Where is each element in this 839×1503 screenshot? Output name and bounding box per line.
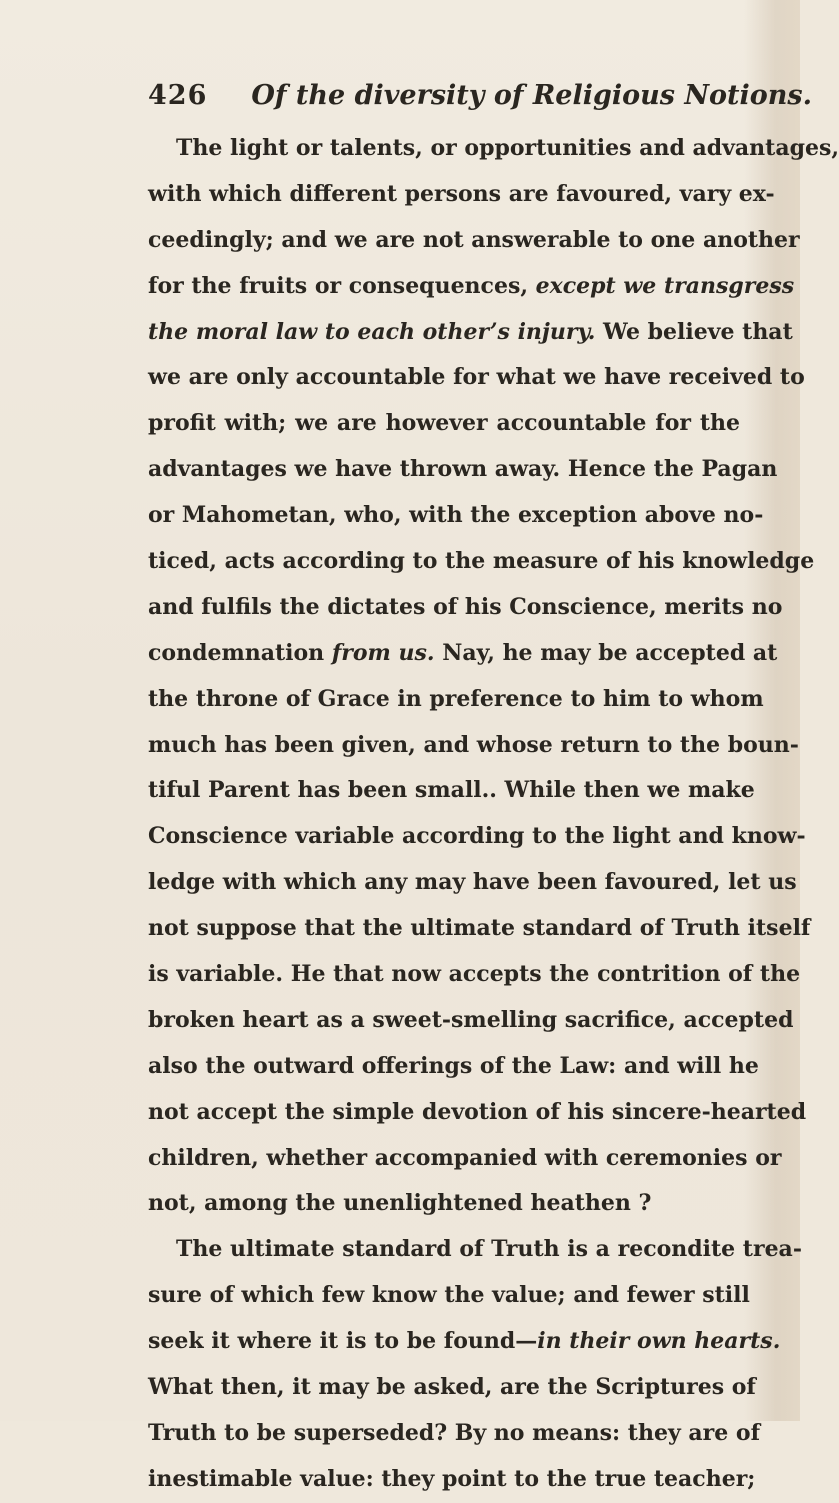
text-line-13: the throne of Grace in preference to him to whom [148,685,764,712]
text-line-15: tiful Parent has been small.. While then we make [148,777,755,804]
text-line-19: is variable. He that now accepts the contrition of the [148,961,801,988]
text-line-30: inestimable value: they point to the true teacher; [148,1465,756,1492]
text-line-24: not, among the unenlightened heathen ? [148,1190,652,1217]
text-line-27: seek it where it is to be found—in their own hearts. [148,1328,781,1355]
text-line-20: broken heart as a sweet-smelling sacrifice, accepted [148,1006,794,1033]
text-line-1: The light or talents, or opportunities and advantages, [176,135,839,161]
text-line-10: ticed, acts according to the measure of his knowledge [148,548,815,575]
text-line-4: for the fruits or consequences, except we transgress [148,272,795,299]
text-line-22: not accept the simple devotion of his sincere-hearted [148,1098,807,1125]
text-line-2: with which different persons are favoured, vary ex- [148,180,775,207]
text-line-18: not suppose that the ultimate standard of Truth itself [148,915,811,942]
text-line-6: we are only accountable for what we have received to [148,364,805,391]
text-line-23: children, whether accompanied with ceremonies or [148,1144,782,1171]
text-line-17: ledge with which any may have been favoured, let us [148,869,797,896]
text-line-9: or Mahometan, who, with the exception above no- [148,502,764,529]
running-head [148,80,812,111]
text-line-14: much has been given, and whose return to the boun- [148,731,799,758]
body-text [148,126,839,1503]
text-line-21: also the outward offerings of the Law: and will he [148,1052,759,1079]
text-line-11: and fulfils the dictates of his Conscience, merits no [148,593,783,620]
text-line-8: advantages we have thrown away. Hence the Pagan [148,456,778,483]
text-line-26: sure of which few know the value; and fewer still [148,1282,750,1309]
text-line-25: The ultimate standard of Truth is a recondite trea- [176,1236,802,1263]
text-line-3: ceedingly; and we are not answerable to one another [148,226,800,253]
text-line-16: Conscience variable according to the light and know- [148,823,806,850]
text-line-7: profit with; we are however accountable for the [148,410,740,437]
text-line-5: the moral law to each other’s injury. We believe that [148,318,793,345]
text-line-12: condemnation from us. Nay, he may be accepted at [148,639,778,666]
running-head-title: Of the diversity of Religious Notions. [251,80,813,111]
text-line-29: Truth to be superseded? By no means: they are of [148,1419,761,1446]
page-number: 426 [148,80,208,111]
text-line-28: What then, it may be asked, are the Scriptures of [148,1374,756,1401]
